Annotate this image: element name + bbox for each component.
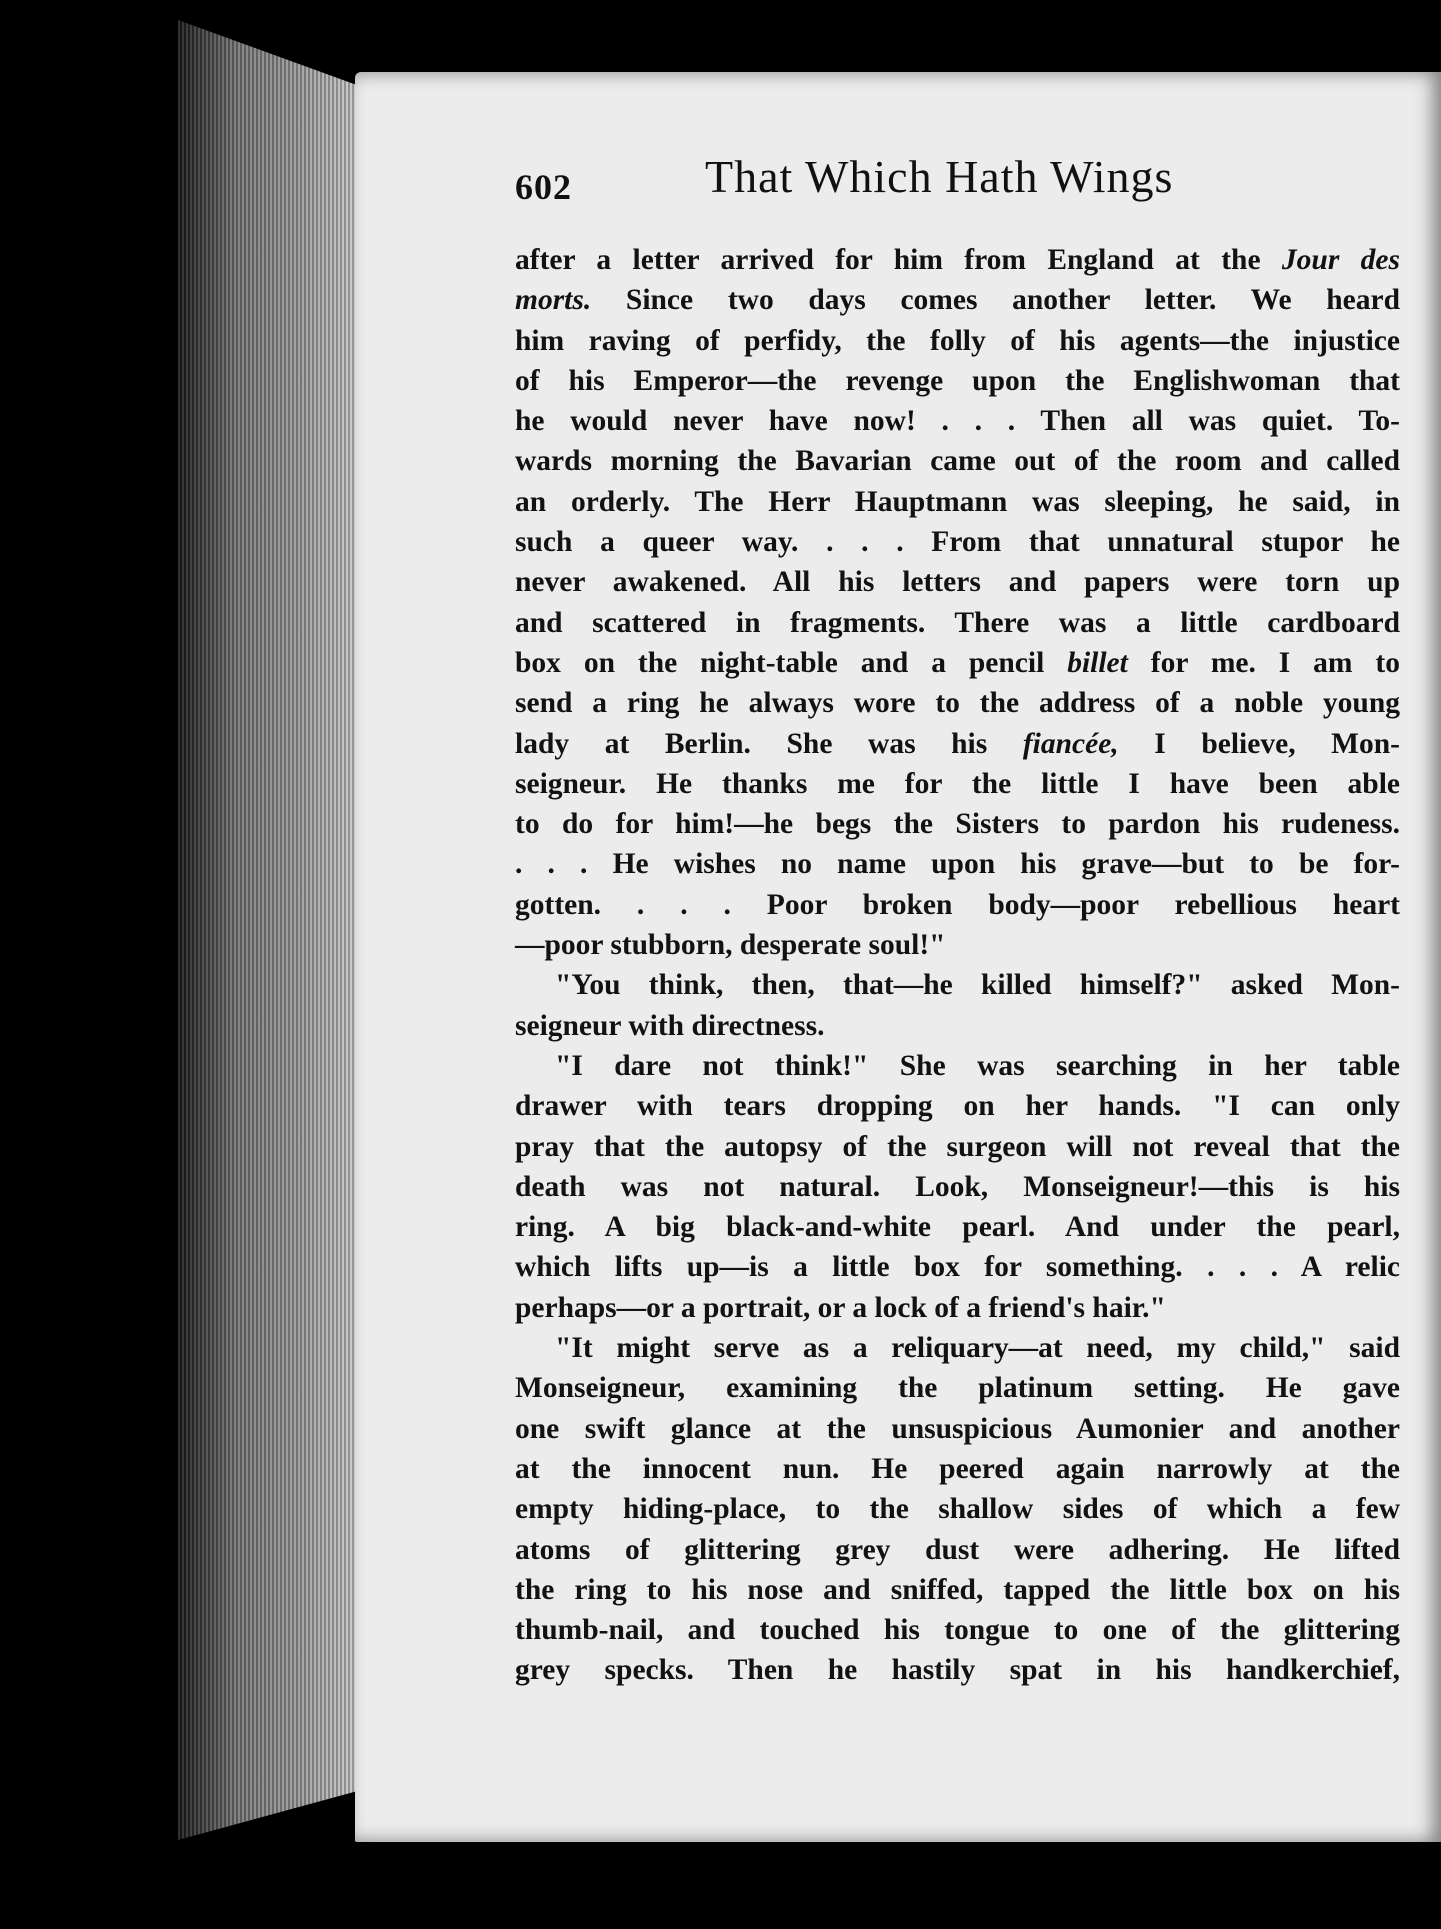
text-line: box on the night-table and a pencil billet for me. I am to (515, 646, 1400, 679)
text-line: "It might serve as a reliquary—at need, my child," said (555, 1332, 1400, 1365)
text-line: perhaps—or a portrait, or a lock of a friend's hair." (515, 1291, 1166, 1324)
text-line: never awakened. All his letters and papers were torn up (515, 566, 1400, 599)
text-line: send a ring he always wore to the address of a noble young (515, 687, 1400, 720)
text-line: empty hiding-place, to the shallow sides of which a few (515, 1493, 1400, 1526)
text-line: and scattered in fragments. There was a little cardboard (515, 606, 1400, 639)
text-line: gotten. . . . Poor broken body—poor rebellious heart (515, 888, 1400, 921)
text-line: pray that the autopsy of the surgeon will not reveal that the (515, 1130, 1400, 1163)
text-line: drawer with tears dropping on her hands. "I can only (515, 1090, 1400, 1123)
body-text (515, 240, 1400, 1691)
text-line: an orderly. The Herr Hauptmann was sleeping, he said, in (515, 485, 1400, 518)
running-title: That Which Hath Wings (705, 151, 1174, 202)
text-line: "You think, then, that—he killed himself?" asked Mon- (555, 969, 1400, 1002)
text-line: "I dare not think!" She was searching in her table (555, 1049, 1400, 1082)
text-line: one swift glance at the unsuspicious Aumonier and another (515, 1412, 1400, 1445)
text-line: seigneur. He thanks me for the little I have been able (515, 767, 1400, 800)
text-line: death was not natural. Look, Monseigneur!—this is his (515, 1170, 1400, 1203)
text-line: at the innocent nun. He peered again narrowly at the (515, 1452, 1400, 1485)
text-line: lady at Berlin. She was his fiancée, I believe, Mon- (515, 727, 1400, 760)
text-line: him raving of perfidy, the folly of his agents—the injustice (515, 324, 1400, 357)
text-line: which lifts up—is a little box for something. . . . A relic (515, 1251, 1400, 1284)
text-line: the ring to his nose and sniffed, tapped the little box on his (515, 1573, 1400, 1606)
text-line: of his Emperor—the revenge upon the Englishwoman that (515, 364, 1400, 397)
text-line: atoms of glittering grey dust were adhering. He lifted (515, 1533, 1400, 1566)
page-header (515, 150, 1215, 220)
text-line: morts. Since two days comes another letter. We heard (515, 284, 1400, 317)
text-line: grey specks. Then he hastily spat in his handkerchief, (515, 1654, 1400, 1687)
text-line: . . . He wishes no name upon his grave—but to be for- (515, 848, 1400, 881)
book-page-edges (178, 20, 378, 1840)
page-number: 602 (515, 167, 572, 207)
text-line: ring. A big black-and-white pearl. And under the pearl, (515, 1211, 1400, 1244)
text-line: thumb-nail, and touched his tongue to one of the glittering (515, 1614, 1400, 1647)
text-line: —poor stubborn, desperate soul!" (515, 929, 946, 962)
text-line: after a letter arrived for him from England at the Jour des (515, 244, 1400, 276)
text-line: to do for him!—he begs the Sisters to pardon his rudeness. (515, 808, 1400, 841)
text-line: seigneur with directness. (515, 1009, 825, 1042)
text-line: wards morning the Bavarian came out of the room and called (515, 445, 1400, 478)
text-line: he would never have now! . . . Then all was quiet. To- (515, 405, 1400, 438)
text-line: Monseigneur, examining the platinum setting. He gave (515, 1372, 1400, 1405)
text-line: such a queer way. . . . From that unnatural stupor he (515, 526, 1400, 559)
